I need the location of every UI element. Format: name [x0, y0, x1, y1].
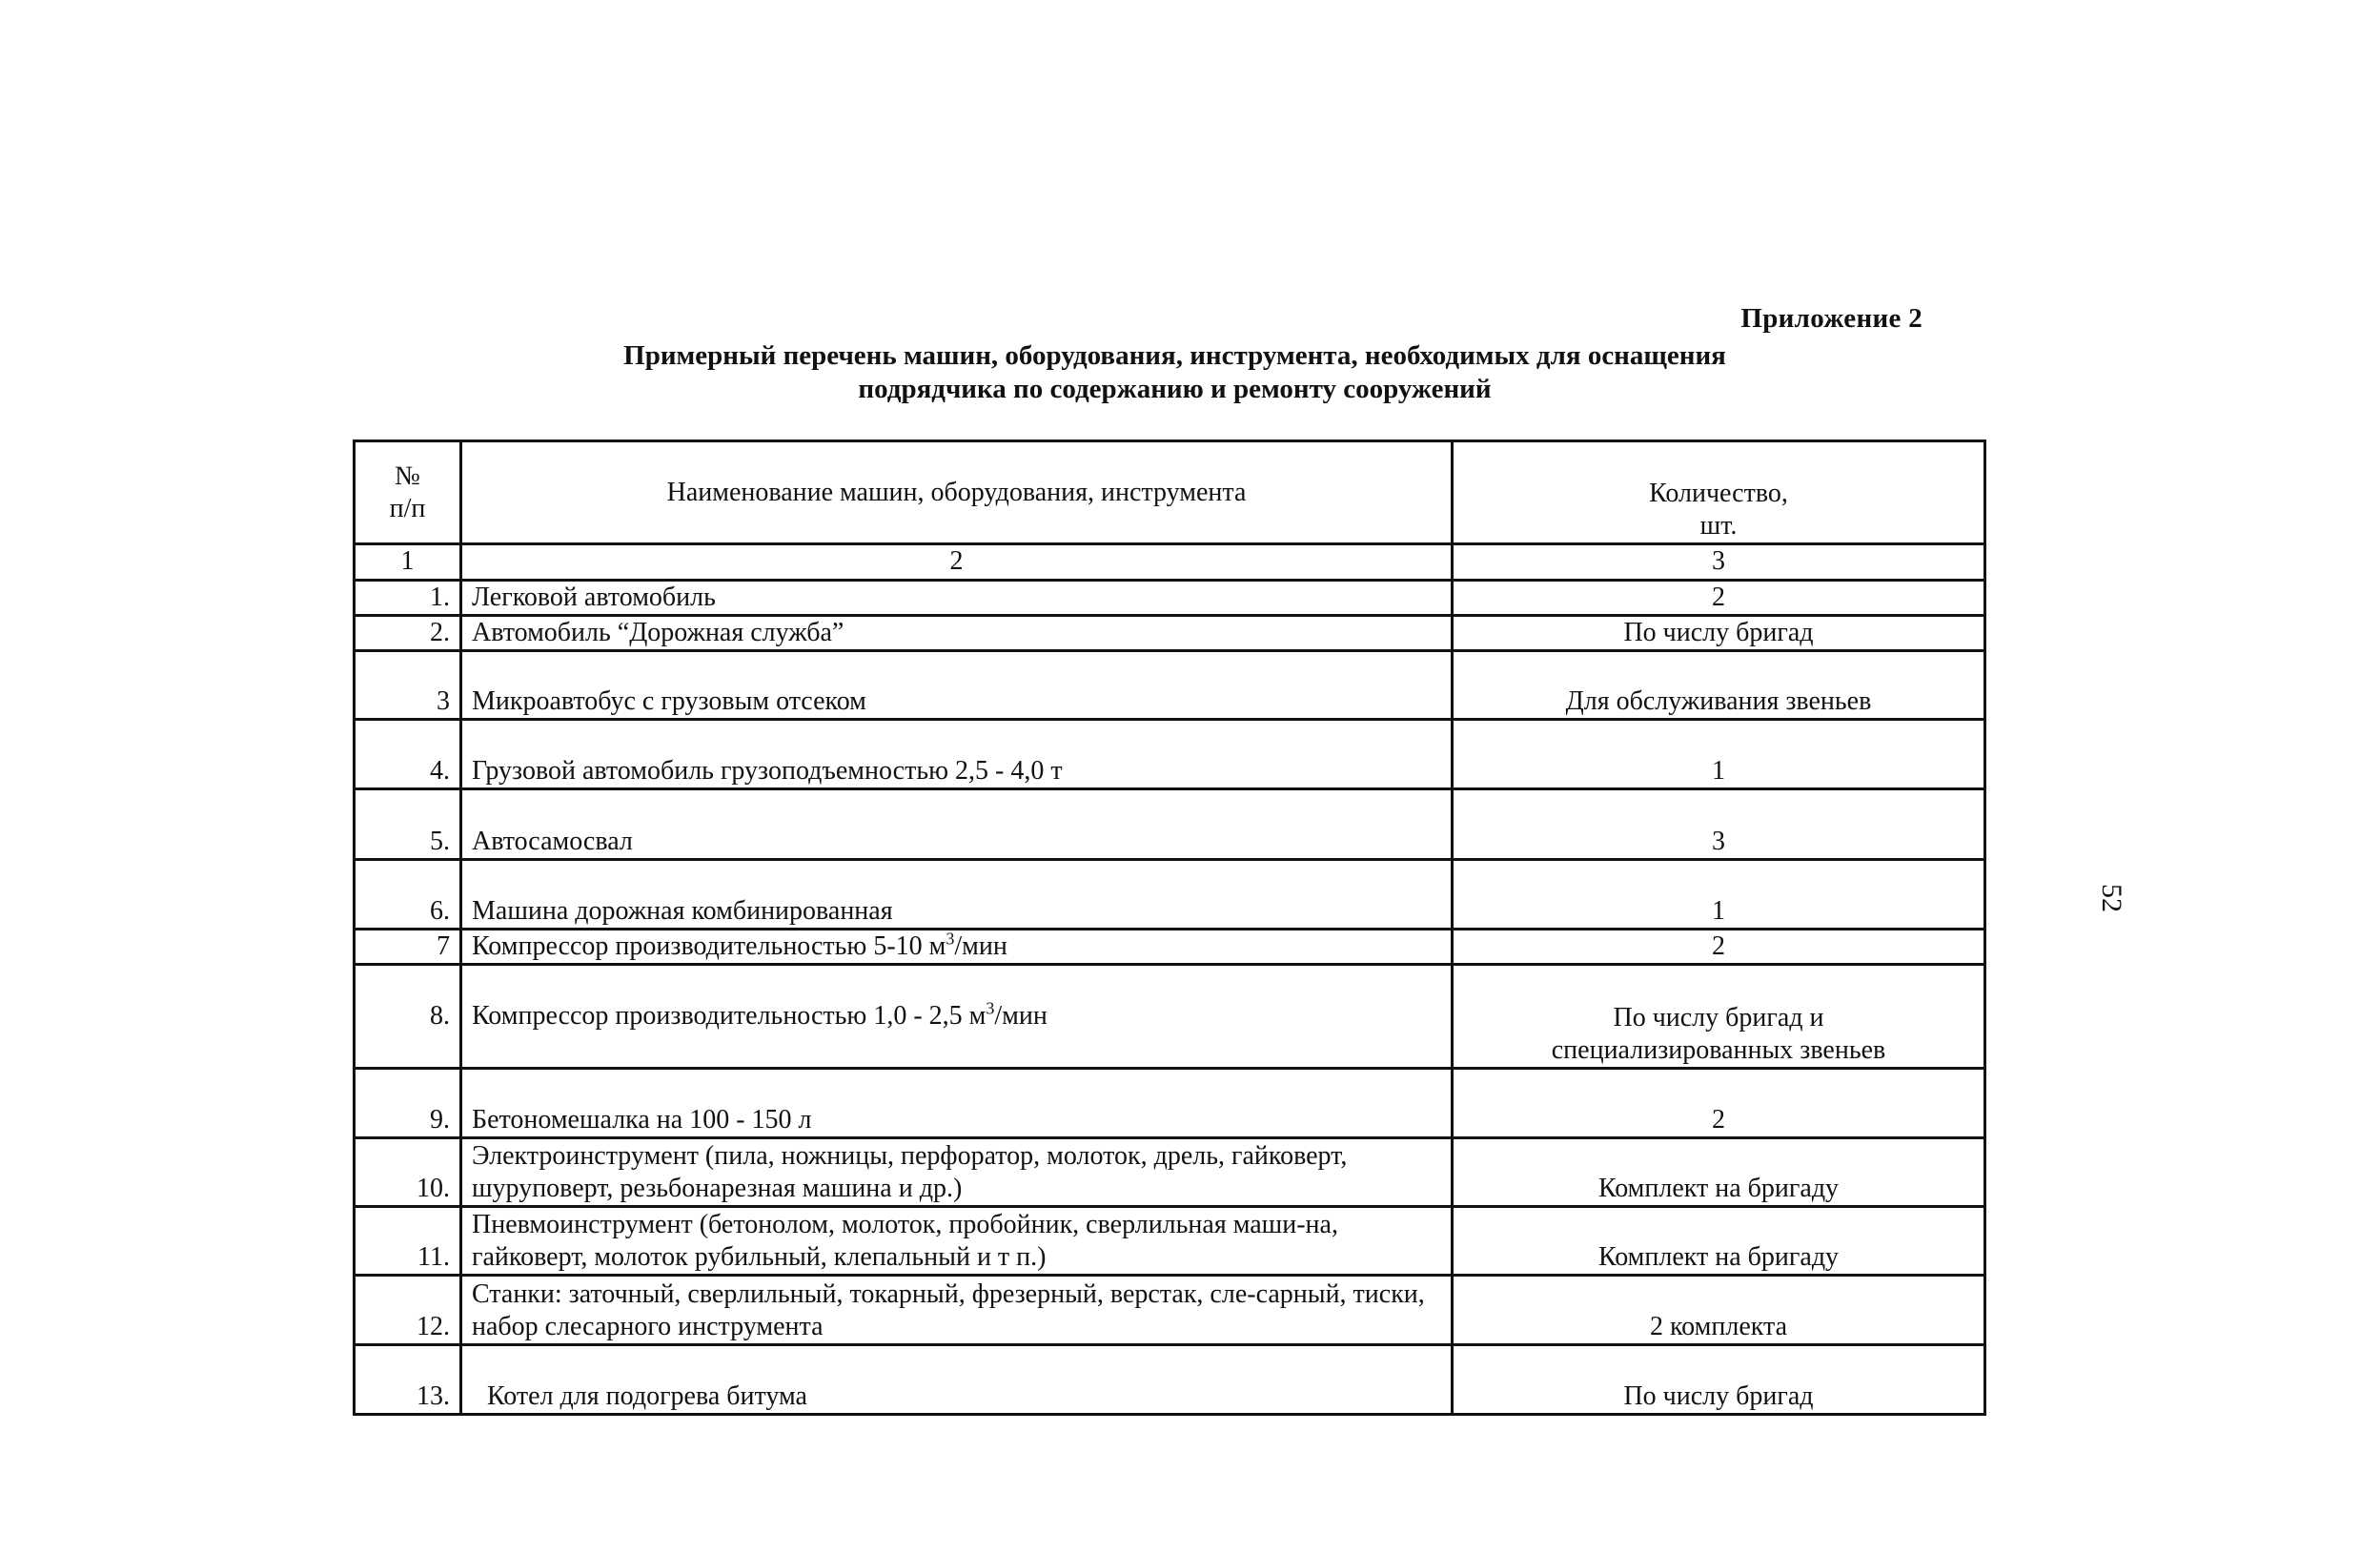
row-name-text: Компрессор производительностью 5-10 м [472, 931, 946, 962]
index-cell-3: 3 [1453, 544, 1985, 580]
header-num [355, 441, 461, 544]
row-name-unit: /мин [954, 931, 1007, 962]
title-line-1: Примерный перечень машин, оборудования, инструмента, необходимых для оснащения [623, 340, 1726, 371]
row-num: 11. [355, 1207, 461, 1276]
title-line-2: подрядчика по содержанию и ремонту сооружений [858, 374, 1492, 404]
row-name-text: Компрессор производительностью 1,0 - 2,5 м [472, 1000, 987, 1031]
row-qty: 1 [1453, 720, 1985, 789]
table-row [355, 1137, 1985, 1206]
row-num: 5. [355, 789, 461, 859]
table-row [355, 615, 1985, 650]
row-name: Пневмоинструмент (бетонолом, молоток, пробойник, сверлильная маши-на, гайковерт, молоток рубильный, клепальный и т п.) [461, 1207, 1453, 1276]
document-title [534, 339, 1816, 406]
row-name: Автомобиль “Дорожная служба” [461, 615, 1453, 650]
table-row [355, 965, 1985, 1068]
column-index-row [355, 544, 1985, 580]
row-qty: По числу бригад [1453, 1344, 1985, 1414]
table-row [355, 720, 1985, 789]
row-num: 2. [355, 615, 461, 650]
row-name: Легковой автомобиль [461, 580, 1453, 615]
cubic-superscript: 3 [986, 998, 995, 1018]
row-num: 10. [355, 1137, 461, 1206]
row-name [461, 965, 1453, 1068]
table-row [355, 1344, 1985, 1414]
row-qty: Для обслуживания звеньев [1453, 650, 1985, 719]
row-name: Станки: заточный, сверлильный, токарный, фрезерный, верстак, сле-сарный, тиски, набор слесарного инструмента [461, 1276, 1453, 1344]
table-row [355, 650, 1985, 719]
header-qty-line-1: Количество, [1649, 479, 1788, 509]
row-qty: 2 [1453, 580, 1985, 615]
row-qty: По числу бригад [1453, 615, 1985, 650]
appendix-label: Приложение 2 [1740, 303, 1922, 334]
cubic-superscript: 3 [946, 929, 955, 949]
row-name: Микроавтобус с грузовым отсеком [461, 650, 1453, 719]
row-num: 8. [355, 965, 461, 1068]
header-num-line-1: № [395, 460, 420, 491]
row-name: Котел для подогрева битума [461, 1344, 1453, 1414]
equipment-table [353, 440, 1986, 1416]
header-num-line-2: п/п [389, 493, 426, 523]
table-row [355, 1276, 1985, 1344]
row-num: 4. [355, 720, 461, 789]
row-qty: 2 комплекта [1453, 1276, 1985, 1344]
table-row [355, 1068, 1985, 1137]
row-qty: 3 [1453, 789, 1985, 859]
header-qty-line-2: шт. [1699, 511, 1738, 542]
row-num: 12. [355, 1276, 461, 1344]
row-num: 9. [355, 1068, 461, 1137]
table-row [355, 859, 1985, 929]
header-qty [1453, 441, 1985, 544]
row-name: Бетономешалка на 100 - 150 л [461, 1068, 1453, 1137]
row-qty: 1 [1453, 859, 1985, 929]
row-num: 3 [355, 650, 461, 719]
row-num: 6. [355, 859, 461, 929]
header-name: Наименование машин, оборудования, инструмента [461, 441, 1453, 544]
row-num: 13. [355, 1344, 461, 1414]
page-number: 52 [2096, 884, 2127, 912]
table-row [355, 789, 1985, 859]
row-num: 7 [355, 929, 461, 964]
table-row [355, 929, 1985, 964]
row-qty: 2 [1453, 1068, 1985, 1137]
table-row [355, 580, 1985, 615]
index-cell-2: 2 [461, 544, 1453, 580]
row-name-unit: /мин [994, 1000, 1048, 1031]
row-qty: По числу бригад и специализированных звеньев [1453, 965, 1985, 1068]
row-name: Автосамосвал [461, 789, 1453, 859]
row-qty: 2 [1453, 929, 1985, 964]
row-name: Машина дорожная комбинированная [461, 859, 1453, 929]
row-name: Грузовой автомобиль грузоподъемностью 2,5 - 4,0 т [461, 720, 1453, 789]
row-num: 1. [355, 580, 461, 615]
index-cell-1: 1 [355, 544, 461, 580]
table-header-row [355, 441, 1985, 544]
row-qty: Комплект на бригаду [1453, 1137, 1985, 1206]
row-qty: Комплект на бригаду [1453, 1207, 1985, 1276]
table-row [355, 1207, 1985, 1276]
row-name: Электроинструмент (пила, ножницы, перфоратор, молоток, дрель, гайковерт, шуруповерт, резьбонарезная машина и др.) [461, 1137, 1453, 1206]
row-name [461, 929, 1453, 964]
